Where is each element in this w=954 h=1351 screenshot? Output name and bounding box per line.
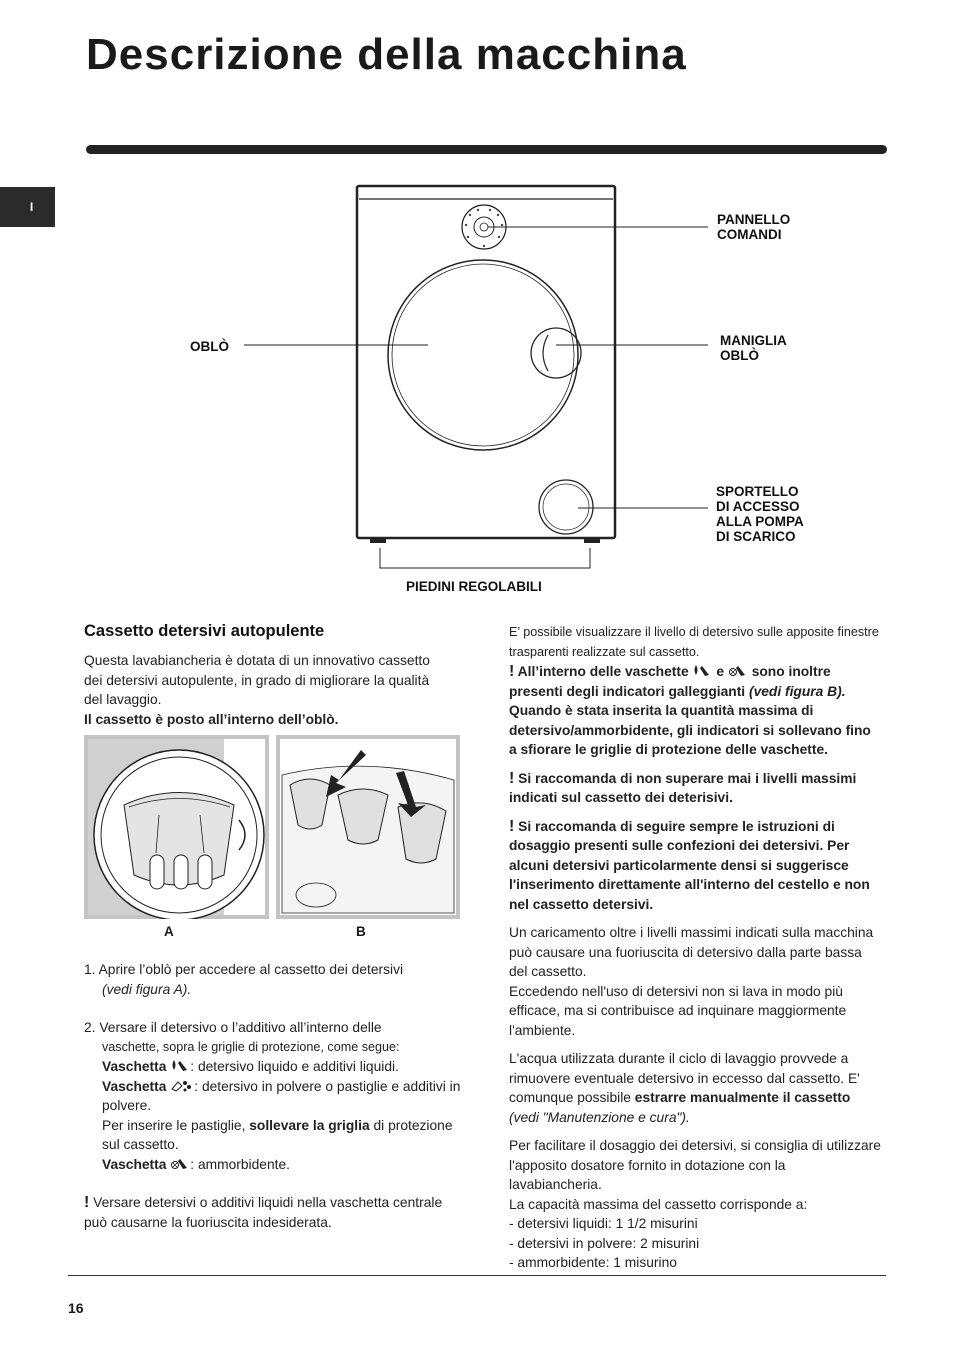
porthole-inner (392, 264, 574, 446)
label-feet: PIEDINI REGOLABILI (406, 579, 542, 594)
label-porthole: OBLÒ (190, 339, 229, 354)
capacity-item: - detersivi liquidi: 1 1/2 misurini (509, 1216, 698, 1231)
figure-b-caption: B (356, 924, 366, 939)
right-p2: ! All’interno delle vaschette e sono inoltre presenti degli indicatori galleggianti (vedi figura B). Quando è stata inserita la quantità massima di detersivo/ammorbidente, gli indicatori si sollevano fino a sfiorare le griglie di protezione delle vaschette. (509, 663, 871, 757)
compartment-softener: Vaschetta : ammorbidente. (102, 1156, 290, 1172)
label-porthole-handle: MANIGLIA OBLÒ (720, 333, 787, 363)
figure-b (276, 735, 460, 919)
figure-a (84, 735, 269, 919)
porthole-outer (388, 260, 578, 450)
liquid-detergent-icon (692, 664, 712, 677)
page-number: 16 (68, 1300, 84, 1316)
right-column (509, 623, 881, 1273)
step-2-sub: vaschette, sopra le griglie di protezione, come segue: (102, 1039, 400, 1054)
language-tab: I (0, 187, 55, 227)
right-p3: ! Si raccomanda di non superare mai i livelli massimi indicati sul cassetto dei deterisivi. (509, 769, 857, 805)
capacity-item: - ammorbidente: 1 misurino (509, 1255, 677, 1270)
label-pump-door: SPORTELLO DI ACCESSO ALLA POMPA DI SCARICO (716, 484, 804, 544)
steps-block (84, 960, 464, 1232)
right-p4: ! Si raccomanda di seguire sempre le istruzioni di dosaggio presenti sulle confezioni dei detersivi. Per alcuni detersivi particolarmente densi si suggerisce l'inserimento direttamente all'interno del cestello e non nel cassetto detersivi. (509, 817, 870, 912)
right-p1: E’ possibile visualizzare il livello di detersivo sulle apposite finestre trasparenti realizzate sul cassetto. (509, 625, 879, 659)
footer-rule (68, 1275, 886, 1276)
intro-block (84, 651, 444, 729)
tablets-note: Per inserire le pastiglie, sollevare la griglia di protezione sul cassetto. (102, 1117, 453, 1152)
intro-bold: Il cassetto è posto all’interno dell’oblò. (84, 711, 339, 727)
right-p9: La capacità massima del cassetto corrisponde a: (509, 1196, 808, 1212)
powder-detergent-icon (170, 1079, 194, 1092)
step-1-ref: (vedi figura A). (102, 981, 192, 997)
liquid-detergent-icon (170, 1059, 190, 1072)
figure-a-caption: A (164, 924, 174, 939)
label-control-panel: PANNELLO COMANDI (717, 212, 791, 242)
foot-left (370, 537, 386, 543)
right-p7: L'acqua utilizzata durante il ciclo di lavaggio provvede a rimuovere eventuale detersivo in eccesso dal cassetto. E' comunque possibile estrarre manualmente il cassetto (vedi "Manutenzione e cura"). (509, 1051, 860, 1125)
intro-text: Questa lavabiancheria è dotata di un innovativo cassetto dei detersivi autopulente, in grado di migliorare la qualità del lavaggio. (84, 653, 430, 707)
right-p6: Eccedendo nell'uso di detersivi non si lava in modo più efficace, ma si contribuisce ad inquinare maggiormente l'ambiente. (509, 983, 847, 1038)
page-title: Descrizione della macchina (86, 30, 687, 79)
foot-right (584, 537, 600, 543)
right-p8: Per facilitare il dosaggio dei detersivi, si consiglia di utilizzare l'apposito dosatore fornito in dotazione con la lavabiancheria. (509, 1138, 881, 1192)
softener-icon (728, 664, 748, 677)
machine-body (357, 186, 615, 538)
compartment-liquid: Vaschetta : detersivo liquido e additivi liquidi. (102, 1059, 399, 1074)
left-warning: ! Versare detersivi o additivi liquidi nella vaschetta centrale può causarne la fuoriuscita indesiderata. (84, 1194, 443, 1230)
compartment-powder: Vaschetta : detersivo in polvere o pastiglie e additivi in polvere. (102, 1078, 461, 1113)
softener-icon (170, 1157, 190, 1170)
step-1: 1. Aprire l’oblò per accedere al cassetto dei detersivi (84, 962, 404, 977)
washing-machine-diagram (0, 175, 954, 605)
pump-door (539, 480, 593, 534)
capacity-item: - detersivi in polvere: 2 misurini (509, 1235, 700, 1251)
right-p5: Un caricamento oltre i livelli massimi indicati sulla macchina può causare una fuoriuscita di detersivo dalla parte bassa del cassetto. (509, 925, 874, 979)
step-2: 2. Versare il detersivo o l’additivo all’interno delle (84, 1020, 382, 1035)
porthole-handle (531, 328, 581, 378)
section-heading: Cassetto detersivi autopulente (84, 622, 325, 640)
title-rule (86, 145, 887, 154)
